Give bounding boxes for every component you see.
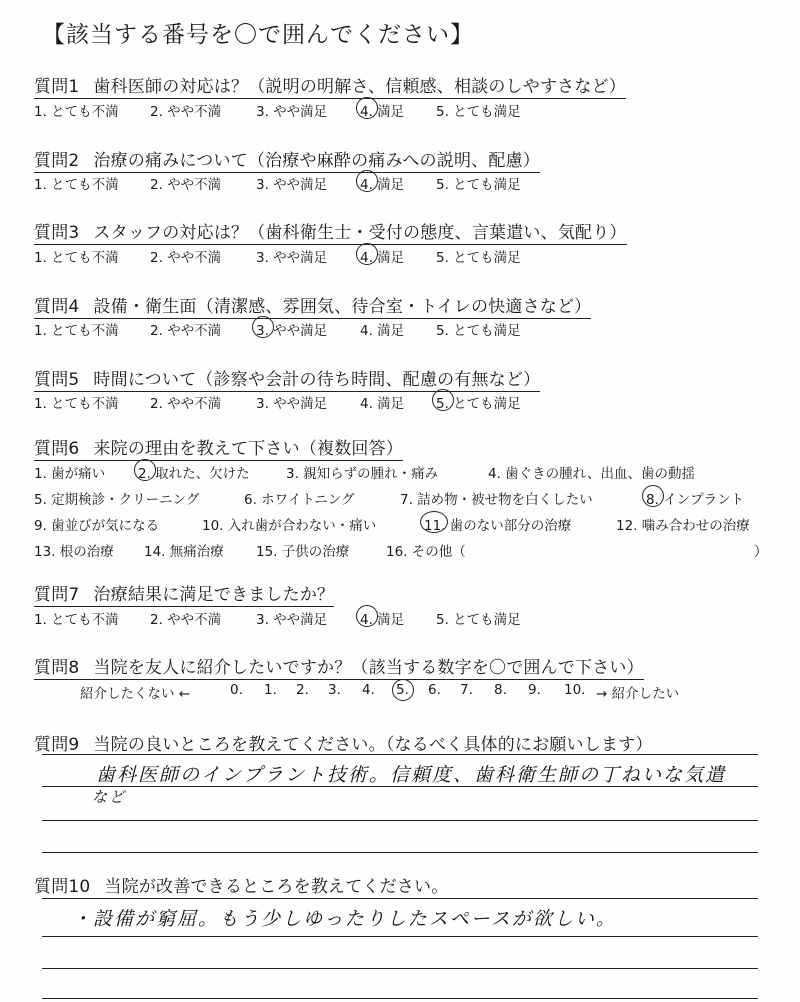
option-10[interactable]: 10. 入れ歯が合わない・痛い <box>202 518 377 534</box>
question-10-number: 質問10 <box>34 877 91 897</box>
question-7-title-row <box>34 580 334 607</box>
option-5[interactable]: 5. とても満足 <box>436 250 521 266</box>
question-6-title-row <box>34 434 403 461</box>
question-7-title: 治療結果に満足できましたか？ <box>93 585 335 605</box>
option-2[interactable]: 2. やや不満 <box>150 396 222 412</box>
question-8-number: 質問8 <box>34 658 80 678</box>
selected-circle-mark <box>642 485 664 507</box>
scale-right-label: → 紹介したい <box>596 686 680 702</box>
option-14[interactable]: 14. 無痛治療 <box>144 544 224 560</box>
page-header: 【該当する番号を〇で囲んでください】 <box>42 22 474 48</box>
scale-0[interactable]: 0. <box>230 682 243 698</box>
question-10-answer-line-1[interactable]: ・設備が窮屈。もう少しゆったりしたスペースが欲しい。 <box>72 908 617 930</box>
option-4[interactable]: 4. 歯ぐきの腫れ、出血、歯の動揺 <box>488 466 695 482</box>
option-2[interactable]: 2. やや不満 <box>150 104 222 120</box>
question-4-title-row <box>34 292 591 319</box>
option-5[interactable]: 5. 定期検診・クリーニング <box>34 492 200 508</box>
question-10-title-row <box>34 872 448 897</box>
option-15[interactable]: 15. 子供の治療 <box>256 544 350 560</box>
option-4[interactable]: 4. 満足 <box>360 396 405 412</box>
selected-circle-mark <box>392 679 414 701</box>
selected-circle-mark <box>252 316 274 338</box>
question-3-title-row <box>34 218 627 245</box>
answer-line <box>42 852 758 853</box>
option-11[interactable]: 11. 歯のない部分の治療 <box>424 518 572 534</box>
option-1[interactable]: 1. とても不満 <box>34 250 119 266</box>
scale-6[interactable]: 6. <box>428 682 441 698</box>
question-8-title-row <box>34 653 644 680</box>
selected-circle-mark <box>356 605 378 627</box>
answer-line <box>42 936 758 937</box>
option-13[interactable]: 13. 根の治療 <box>34 544 114 560</box>
option-2[interactable]: 2. やや不満 <box>150 323 222 339</box>
question-9-answer-line-1[interactable]: 歯科医師のインプラント技術。信頼度、歯科衛生師の丁ねいな気遣 <box>96 764 727 786</box>
option-3[interactable]: 3. やや満足 <box>256 396 328 412</box>
option-4[interactable]: 4. 満足 <box>360 104 405 120</box>
question-2-title-row <box>34 146 540 173</box>
question-3-number: 質問3 <box>34 223 80 243</box>
option-8[interactable]: 8. インプラント <box>646 492 745 508</box>
option-5[interactable]: 5. とても満足 <box>436 612 521 628</box>
question-9-number: 質問9 <box>34 735 80 755</box>
question-4-title: 設備・衛生面（清潔感、雰囲気、待合室・トイレの快適さなど） <box>93 297 592 317</box>
option-5[interactable]: 5. とても満足 <box>436 104 521 120</box>
option-2[interactable]: 2. 取れた、欠けた <box>138 466 250 482</box>
question-9-title-row <box>34 730 653 755</box>
option-16[interactable]: 16. その他（ <box>386 544 466 560</box>
scale-10[interactable]: 10. <box>564 682 586 698</box>
option-3[interactable]: 3. やや満足 <box>256 323 328 339</box>
option-2[interactable]: 2. やや不満 <box>150 250 222 266</box>
question-6-options <box>34 462 774 562</box>
question-6-title: 来院の理由を教えて下さい（複数回答） <box>93 439 404 459</box>
question-5-title: 時間について（診察や会計の待ち時間、配慮の有無など） <box>93 370 541 390</box>
question-3-title: スタッフの対応は？（歯科衛生士・受付の態度、言葉遣い、気配り） <box>93 223 627 243</box>
option-2[interactable]: 2. やや不満 <box>150 177 222 193</box>
question-1-number: 質問1 <box>34 77 80 97</box>
question-2-number: 質問2 <box>34 151 80 171</box>
option-4[interactable]: 4. 満足 <box>360 323 405 339</box>
answer-line <box>42 898 758 899</box>
option-7[interactable]: 7. 詰め物・被せ物を白くしたい <box>400 492 593 508</box>
selected-circle-mark <box>134 459 156 481</box>
question-8-title: 当院を友人に紹介したいですか？（該当する数字を〇で囲んで下さい） <box>93 658 644 678</box>
question-2-title: 治療の痛みについて（治療や麻酔の痛みへの説明、配慮） <box>93 151 540 171</box>
answer-line <box>42 968 758 969</box>
question-5-title-row <box>34 365 540 392</box>
scale-2[interactable]: 2. <box>296 682 309 698</box>
option-1[interactable]: 1. とても不満 <box>34 104 119 120</box>
option-5[interactable]: 5. とても満足 <box>436 177 521 193</box>
option-4[interactable]: 4. 満足 <box>360 612 405 628</box>
selected-circle-mark <box>420 511 448 533</box>
question-1-title-row <box>34 72 626 99</box>
question-8-scale <box>80 682 720 702</box>
scale-9[interactable]: 9. <box>528 682 541 698</box>
option-5[interactable]: 5. とても満足 <box>436 396 521 412</box>
selected-circle-mark <box>432 389 454 411</box>
scale-3[interactable]: 3. <box>328 682 341 698</box>
question-9-answer-line-2[interactable]: など <box>92 788 127 806</box>
selected-circle-mark <box>356 170 378 192</box>
scale-1[interactable]: 1. <box>264 682 277 698</box>
option-6[interactable]: 6. ホワイトニング <box>244 492 355 508</box>
question-10-title: 当院が改善できるところを教えてください。 <box>104 877 449 897</box>
option-3[interactable]: 3. やや満足 <box>256 612 328 628</box>
option-3[interactable]: 3. 親知らずの腫れ・痛み <box>286 466 439 482</box>
option-2[interactable]: 2. やや不満 <box>150 612 222 628</box>
option-1[interactable]: 1. 歯が痛い <box>34 466 106 482</box>
scale-7[interactable]: 7. <box>460 682 473 698</box>
option-4[interactable]: 4. 満足 <box>360 177 405 193</box>
option-9[interactable]: 9. 歯並びが気になる <box>34 518 160 534</box>
option-1[interactable]: 1. とても不満 <box>34 177 119 193</box>
option-16-close-paren: ） <box>754 544 768 560</box>
question-9-title: 当院の良いところを教えてください。（なるべく具体的にお願いします） <box>93 735 653 755</box>
question-6-number: 質問6 <box>34 439 80 459</box>
answer-line <box>42 820 758 821</box>
selected-circle-mark <box>356 243 378 265</box>
answer-line <box>42 786 758 787</box>
option-12[interactable]: 12. 噛み合わせの治療 <box>616 518 750 534</box>
option-1[interactable]: 1. とても不満 <box>34 323 119 339</box>
option-4[interactable]: 4. 満足 <box>360 250 405 266</box>
option-3[interactable]: 3. やや満足 <box>256 177 328 193</box>
option-5[interactable]: 5. とても満足 <box>436 323 521 339</box>
question-1-title: 歯科医師の対応は？（説明の明解さ、信頼感、相談のしやすさなど） <box>93 77 626 97</box>
scale-5[interactable]: 5. <box>396 682 409 698</box>
selected-circle-mark <box>356 97 378 119</box>
scale-4[interactable]: 4. <box>362 682 375 698</box>
option-1[interactable]: 1. とても不満 <box>34 612 119 628</box>
question-5-number: 質問5 <box>34 370 80 390</box>
option-3[interactable]: 3. やや満足 <box>256 250 328 266</box>
question-4-number: 質問4 <box>34 297 80 317</box>
scale-8[interactable]: 8. <box>494 682 507 698</box>
option-3[interactable]: 3. やや満足 <box>256 104 328 120</box>
option-1[interactable]: 1. とても不満 <box>34 396 119 412</box>
answer-line <box>42 998 758 999</box>
answer-line <box>42 754 758 755</box>
scale-left-label: 紹介したくない ← <box>80 686 191 702</box>
question-7-number: 質問7 <box>34 585 80 605</box>
